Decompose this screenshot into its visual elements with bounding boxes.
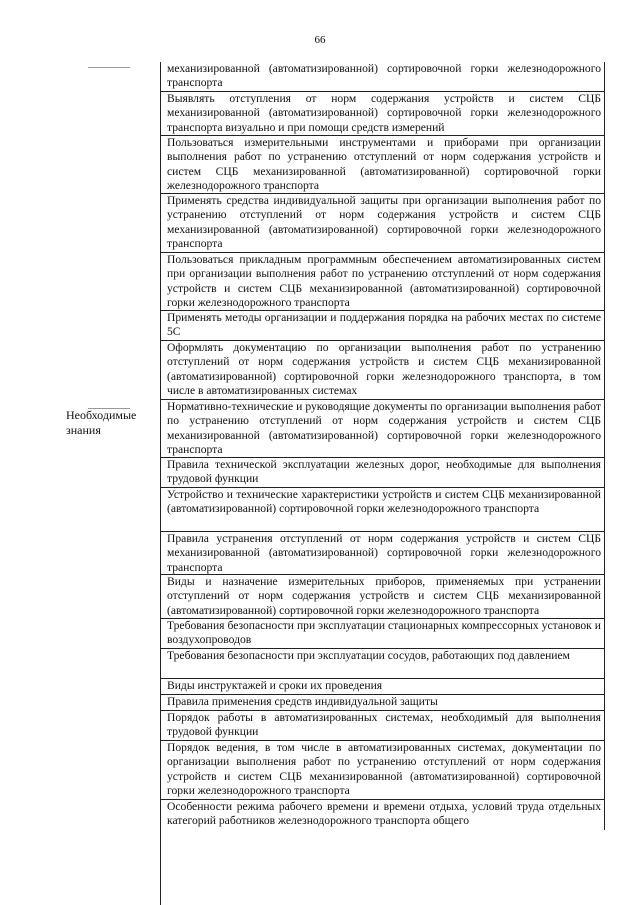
table-row: Пользоваться прикладным программным обеспечением автоматизированных систем при организации выполнения работ по устранению отступлений от норм содержания устройств и систем СЦБ механизированной (автоматизированной) сортировочной горки железнодорожного транспорта xyxy=(161,253,605,311)
page-number: 66 xyxy=(314,34,326,46)
table-row: Правила технической эксплуатации железных дорог, необходимые для выполнения трудовой функции xyxy=(161,458,605,488)
table-row: Пользоваться измерительными инструментами и приборами при организации выполнения работ по устранению отступлений от норм содержания устройств и систем СЦБ механизированной (автоматизированной) сортировочной горки железнодорожного транспорта xyxy=(161,136,605,194)
table-row: Требования безопасности при эксплуатации стационарных компрессорных установок и воздухопроводов xyxy=(161,619,605,649)
table-row: Применять средства индивидуальной защиты при организации выполнения работ по устранению отступлений от норм содержания устройств и систем СЦБ механизированной (автоматизированной) сортировочной горки железнодорожного транспорта xyxy=(161,194,605,253)
table-row: Выявлять отступления от норм содержания устройств и систем СЦБ механизированной (автоматизированной) сортировочной горки железнодорожного транспорта визуально и при помощи средств измерений xyxy=(161,92,605,136)
table-row: механизированной (автоматизированной) сортировочной горки железнодорожного транспорта xyxy=(161,62,605,92)
table-row: Устройство и технические характеристики устройств и систем СЦБ механизированной (автоматизированной) сортировочной горки железнодорожного транспорта xyxy=(161,488,605,532)
table-row: Виды инструктажей и сроки их проведения xyxy=(161,679,605,695)
category-label-necessary-knowledge: Необходимые знания xyxy=(66,408,137,437)
table-row: Порядок работы в автоматизированных системах, необходимый для выполнения трудовой функции xyxy=(161,711,605,741)
table-row: Правила применения средств индивидуальной защиты xyxy=(161,695,605,711)
table-row: Применять методы организации и поддержания порядка на рабочих местах по системе 5С xyxy=(161,311,605,341)
category-column xyxy=(58,62,161,905)
table-row: Требования безопасности при эксплуатации сосудов, работающих под давлением xyxy=(161,649,605,679)
table-row: Оформлять документацию по организации выполнения работ по устранению отступлений от норм содержания устройств и систем СЦБ механизированной (автоматизированной) сортировочной горки железнодорожного транспорта, в том числе в автоматизированных системах xyxy=(161,341,605,400)
table-row: Нормативно-технические и руководящие документы по организации выполнения работ по устранению отступлений от норм содержания устройств и систем СЦБ механизированной (автоматизированной) сортировочной горки железнодорожного транспорта xyxy=(161,400,605,458)
table-row: Порядок ведения, в том числе в автоматизированных системах, документации по организации выполнения работ по устранению отступлений от норм содержания устройств и систем СЦБ механизированной (автоматизированной) сортировочной горки железнодорожного транспорта xyxy=(161,741,605,800)
row-divider-mark xyxy=(88,67,130,68)
requirements-rows xyxy=(161,62,605,830)
table-row: Особенности режима рабочего времени и времени отдыха, условий труда отдельных категорий работников железнодорожного транспорта общего xyxy=(161,800,605,830)
table-row: Виды и назначение измерительных приборов, применяемых при устранении отступлений от норм содержания устройств и систем СЦБ механизированной (автоматизированной) сортировочной горки железнодорожного транспорта xyxy=(161,575,605,619)
table-row: Правила устранения отступлений от норм содержания устройств и систем СЦБ механизированной (автоматизированной) сортировочной горки железнодорожного транспорта xyxy=(161,532,605,575)
